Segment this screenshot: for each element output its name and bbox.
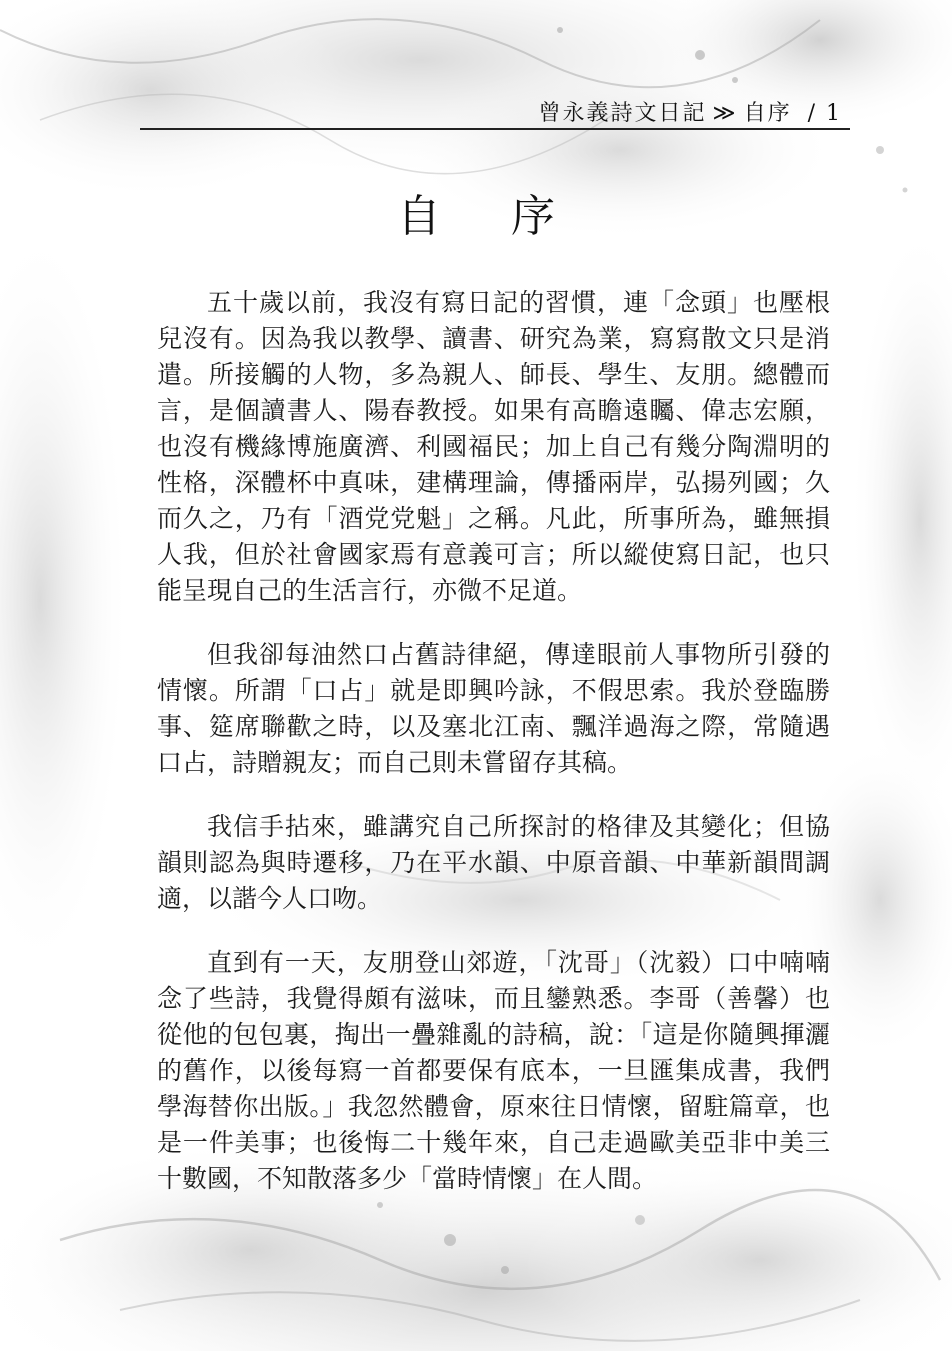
- paragraph-3: 我信手拈來，雖講究自己所探討的格律及其變化；但協韻則認為與時遷移，乃在平水韻、中原音韻、中華新韻間調適，以諧今人口吻。: [157, 812, 830, 913]
- section-name: 自序: [743, 101, 792, 126]
- paragraph-1: 五十歲以前，我沒有寫日記的習慣，連「念頭」也壓根兒沒有。因為我以教學、讀書、研究為業，寫寫散文只是消遣。所接觸的人物，多為親人、師長、學生、友朋。總體而言，是個讀書人、陽春教授。如果有高瞻遠矚、偉志宏願，也沒有機緣博施廣濟、利國福民；加上自己有幾分陶淵明的性格，深體杯中真味，建構理論，傳播兩岸，弘揚列國；久而久之，乃有「酒党党魁」之稱。凡此，所事所為，雖無損人我，但於社會國家焉有意義可言；所以縱使寫日記，也只能呈現自己的生活言行，亦微不足道。: [157, 288, 830, 605]
- header-separator: ≫: [712, 101, 738, 126]
- running-header: [140, 92, 850, 130]
- preface-body: [157, 285, 830, 1225]
- book-title: 曾永義詩文日記: [538, 101, 707, 126]
- page-number: / 1: [807, 101, 842, 126]
- page-title: 自 序: [397, 191, 583, 242]
- paragraph-4: 直到有一天，友朋登山郊遊，「沈哥」（沈毅）口中喃喃念了些詩，我覺得頗有滋味，而且鑾熟悉。李哥（善馨）也從他的包包裏，掏出一疊雜亂的詩稿，說：「這是你隨興揮灑的舊作，以後每寫一首都要保有底本，一旦匯集成書，我們學海替你出版。」我忽然體會，原來往日情懷，留駐篇章，也是一件美事；也後悔二十幾年來，自己走過歐美亞非中美三十數國，不知散落多少「當時情懷」在人間。: [157, 948, 830, 1193]
- running-header-text: [539, 96, 842, 127]
- paragraph-2: 但我卻每油然口占舊詩律絕，傳達眼前人事物所引發的情懷。所謂「口占」就是即興吟詠，不假思索。我於登臨勝事、筵席聯歡之時，以及塞北江南、飄洋過海之際，常隨遇口占，詩贈親友；而自己則未嘗留存其稿。: [157, 640, 830, 777]
